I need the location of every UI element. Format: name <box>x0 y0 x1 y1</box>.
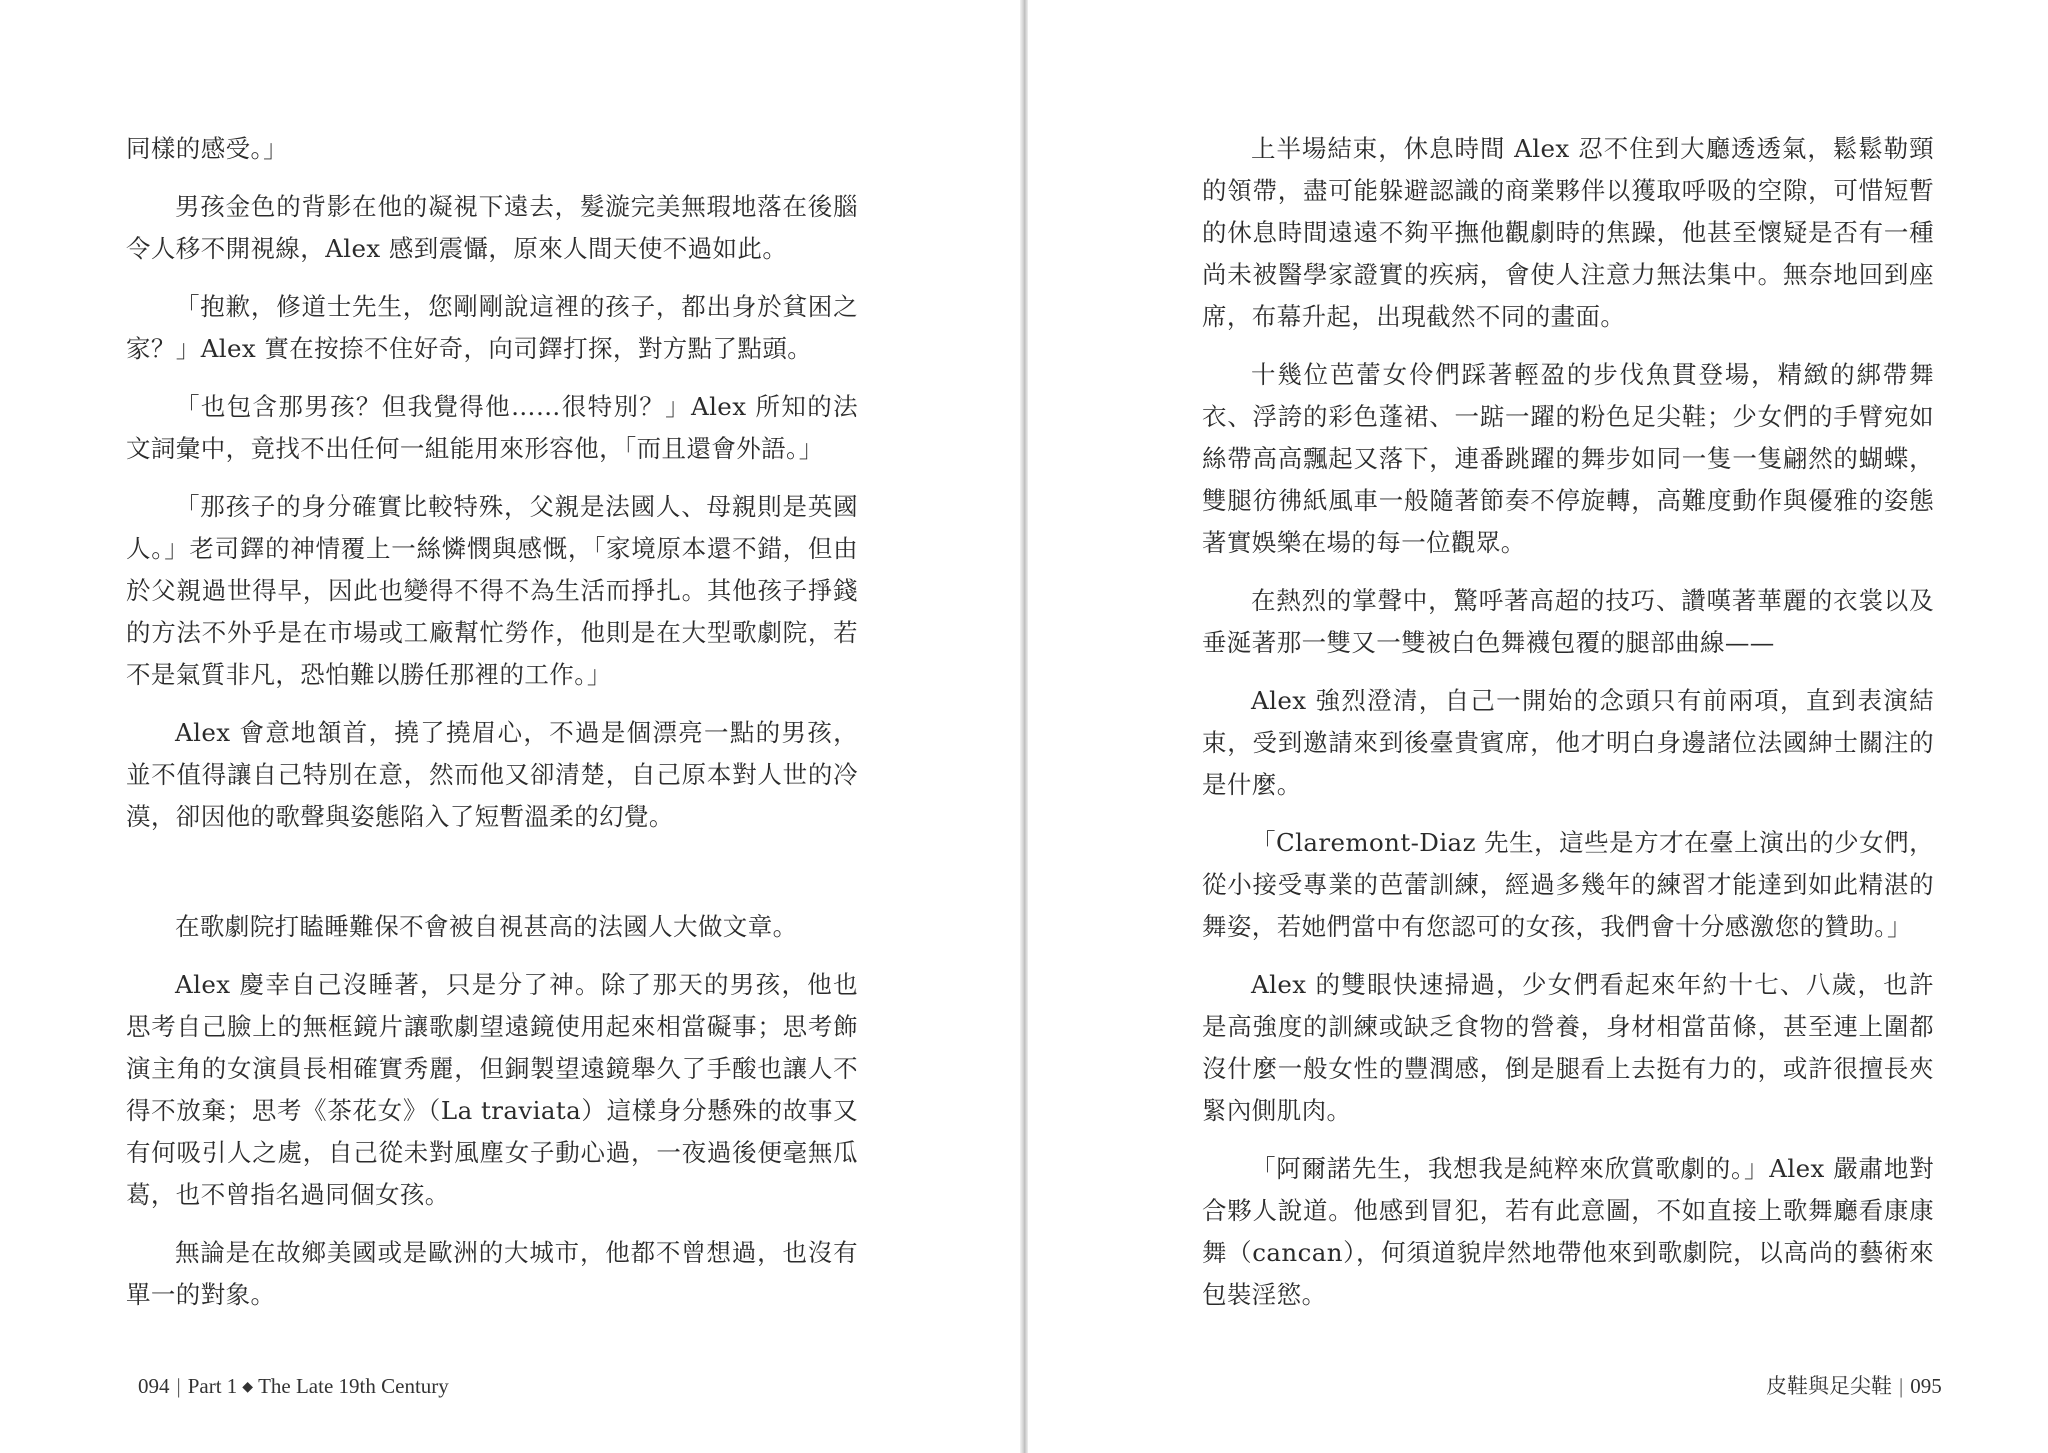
page-number: 094 <box>138 1374 170 1398</box>
paragraph: Alex 慶幸自己沒睡著，只是分了神。除了那天的男孩，他也思考自己臉上的無框鏡片讓歌劇望遠鏡使用起來相當礙事；思考飾演主角的女演員長相確實秀麗，但銅製望遠鏡舉久了手酸也讓人不得不放棄；思考《茶花女》（La traviata）這樣身分懸殊的故事又有何吸引人之處，自己從未對風塵女子動心過，一夜過後便毫無瓜葛，也不曾指名過同個女孩。 <box>126 970 858 1209</box>
left-page <box>126 128 858 1332</box>
book-title: 皮鞋與足尖鞋 <box>1766 1374 1892 1398</box>
paragraph: 「抱歉，修道士先生，您剛剛說這裡的孩子，都出身於貧困之家？」Alex 實在按捺不住好奇，向司鐸打探，對方點了點頭。 <box>126 292 858 363</box>
paragraph: Alex 會意地頷首，撓了撓眉心，不過是個漂亮一點的男孩，並不值得讓自己特別在意，然而他又卻清楚，自己原本對人世的冷漠，卻因他的歌聲與姿態陷入了短暫溫柔的幻覺。 <box>126 718 858 831</box>
paragraph: 「那孩子的身分確實比較特殊，父親是法國人、母親則是英國人。」老司鐸的神情覆上一絲憐憫與感慨，「家境原本還不錯，但由於父親過世得早，因此也變得不得不為生活而掙扎。其他孩子掙錢的方法不外乎是在市場或工廠幫忙勞作，他則是在大型歌劇院，若不是氣質非凡，恐怕難以勝任那裡的工作。」 <box>126 492 858 689</box>
paragraph: 無論是在故鄉美國或是歐洲的大城市，他都不曾想過，也沒有單一的對象。 <box>126 1238 858 1309</box>
paragraph: 在熱烈的掌聲中，驚呼著高超的技巧、讚嘆著華麗的衣裳以及垂涎著那一雙又一雙被白色舞襪包覆的腿部曲線—— <box>1202 586 1934 657</box>
paragraph: 男孩金色的背影在他的凝視下遠去，髮漩完美無瑕地落在後腦令人移不開視線，Alex 感到震懾，原來人間天使不過如此。 <box>126 192 858 263</box>
paragraph: 十幾位芭蕾女伶們踩著輕盈的步伐魚貫登場，精緻的綁帶舞衣、浮誇的彩色蓬裙、一踮一躍的粉色足尖鞋；少女們的手臂宛如絲帶高高飄起又落下，連番跳躍的舞步如同一隻一隻翩然的蝴蝶，雙腿彷彿紙風車一般隨著節奏不停旋轉，高難度動作與優雅的姿態著實娛樂在場的每一位觀眾。 <box>1202 360 1934 557</box>
paragraph: Alex 強烈澄清，自己一開始的念頭只有前兩項，直到表演結束，受到邀請來到後臺貴賓席，他才明白身邊諸位法國紳士關注的是什麼。 <box>1202 686 1934 799</box>
folio-divider: | <box>1899 1374 1904 1398</box>
paragraph: 「阿爾諾先生，我想我是純粹來欣賞歌劇的。」Alex 嚴肅地對合夥人說道。他感到冒犯，若有此意圖，不如直接上歌舞廳看康康舞（cancan），何須道貌岸然地帶他來到歌劇院，以高尚的藝術來包裝淫慾。 <box>1202 1154 1934 1309</box>
paragraph: 上半場結束，休息時間 Alex 忍不住到大廳透透氣，鬆鬆勒頸的領帶，盡可能躲避認識的商業夥伴以獲取呼吸的空隙，可惜短暫的休息時間遠遠不夠平撫他觀劇時的焦躁，他甚至懷疑是否有一種尚未被醫學家證實的疾病，會使人注意力無法集中。無奈地回到座席，布幕升起，出現截然不同的畫面。 <box>1202 134 1934 331</box>
paragraph: 「Claremont-Diaz 先生，這些是方才在臺上演出的少女們，從小接受專業的芭蕾訓練，經過多幾年的練習才能達到如此精湛的舞姿，若她們當中有您認可的女孩，我們會十分感激您的贊助。」 <box>1202 828 1934 941</box>
paragraph: Alex 的雙眼快速掃過，少女們看起來年約十七、八歲，也許是高強度的訓練或缺乏食物的營養，身材相當苗條，甚至連上圍都沒什麼一般女性的豐潤感，倒是腿看上去挺有力的，或許很擅長夾緊內側肌肉。 <box>1202 970 1934 1125</box>
right-page-footer <box>1766 1372 1942 1400</box>
paragraph: 「也包含那男孩？但我覺得他……很特別？」Alex 所知的法文詞彙中，竟找不出任何一組能用來形容他，「而且還會外語。」 <box>126 392 858 463</box>
folio-divider: | <box>176 1374 181 1398</box>
era-label: The Late 19th Century <box>258 1374 449 1398</box>
paragraph: 在歌劇院打瞌睡難保不會被自視甚高的法國人大做文章。 <box>175 912 798 941</box>
section-break <box>126 854 858 906</box>
part-label: Part 1 <box>187 1374 238 1398</box>
left-page-footer <box>138 1372 449 1404</box>
book-gutter <box>1020 0 1028 1453</box>
paragraph: 同樣的感受。」 <box>126 134 289 163</box>
diamond-bullet-icon: ◆ <box>242 1380 254 1395</box>
page-number: 095 <box>1910 1374 1942 1398</box>
right-page <box>1202 128 1934 1332</box>
